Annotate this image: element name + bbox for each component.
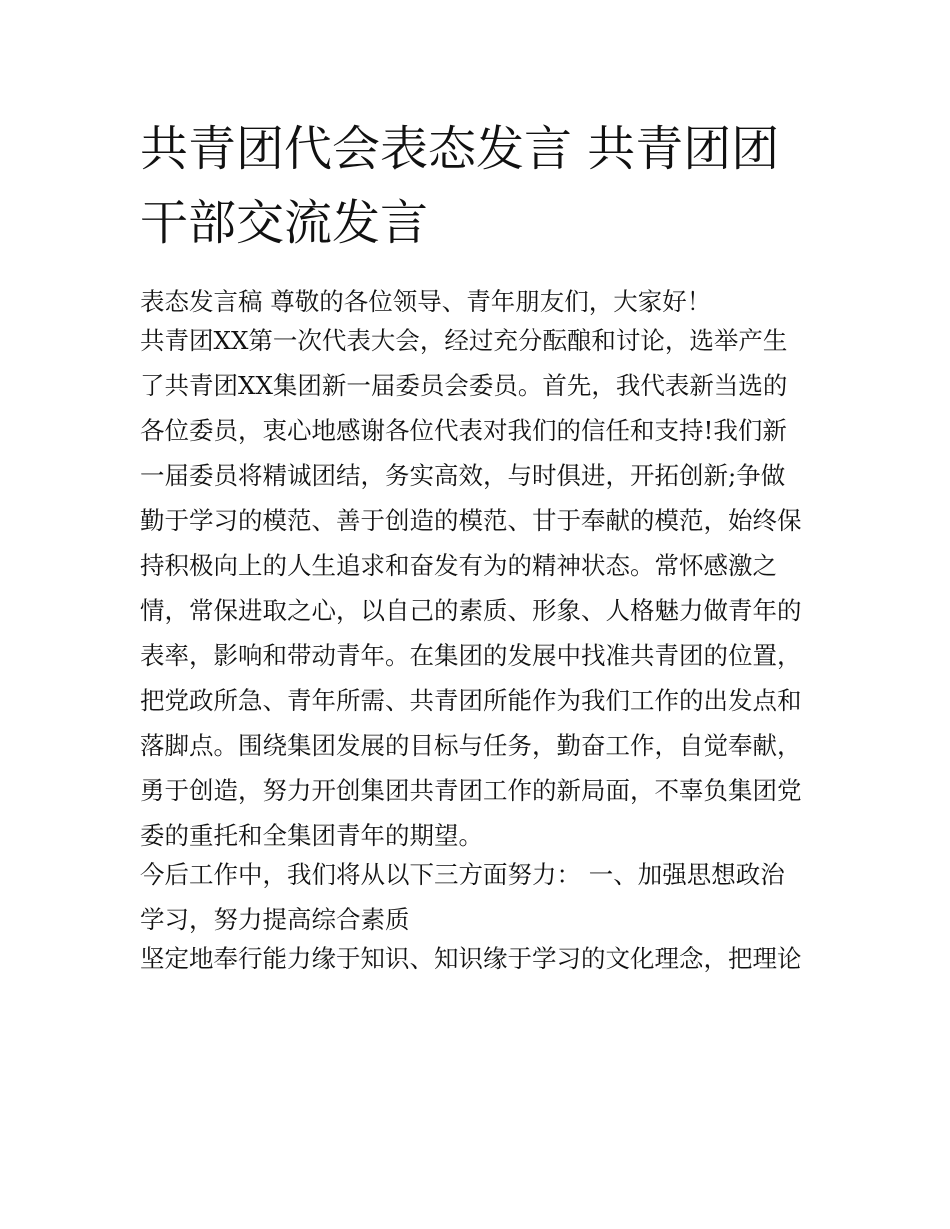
body-line: 各位委员，衷心地感谢各位代表对我们的信任和支持!我们新	[140, 416, 787, 445]
document-body	[140, 282, 820, 984]
body-line: 表率，影响和带动青年。在集团的发展中找准共青团的位置，	[140, 641, 802, 670]
body-line: 今后工作中，我们将从以下三方面努力： 一、加强思想政治	[140, 860, 785, 889]
body-line: 把党政所急、青年所需、共青团所能作为我们工作的出发点和	[140, 686, 802, 715]
document-title	[140, 112, 820, 260]
body-line: 情，常保进取之心，以自己的素质、形象、人格魅力做青年的	[140, 596, 802, 625]
title-line: 干部交流发言	[140, 195, 429, 251]
body-line: 了共青团XX集团新一届委员会委员。首先，我代表新当选的	[140, 371, 788, 400]
body-line: 表态发言稿 尊敬的各位领导、青年朋友们，大家好！	[140, 287, 712, 316]
body-line: 持积极向上的人生追求和奋发有为的精神状态。常怀感激之	[140, 551, 777, 580]
body-line: 落脚点。围绕集团发展的目标与任务，勤奋工作，自觉奉献，	[140, 731, 802, 760]
body-line: 共青团XX第一次代表大会，经过充分酝酿和讨论，选举产生	[140, 326, 788, 355]
body-line: 勇于创造，努力开创集团共青团工作的新局面，不辜负集团党	[140, 776, 802, 805]
title-line: 共青团代会表态发言 共青团团	[140, 121, 780, 177]
body-line: 一届委员将精诚团结，务实高效，与时俱进，开拓创新;争做	[140, 461, 786, 490]
body-line: 勤于学习的模范、善于创造的模范、甘于奉献的模范，始终保	[140, 506, 802, 535]
body-line: 学习，努力提高综合素质	[140, 905, 410, 934]
body-line: 委的重托和全集团青年的期望。	[140, 821, 483, 850]
body-line: 坚定地奉行能力缘于知识、知识缘于学习的文化理念，把理论	[140, 944, 802, 973]
